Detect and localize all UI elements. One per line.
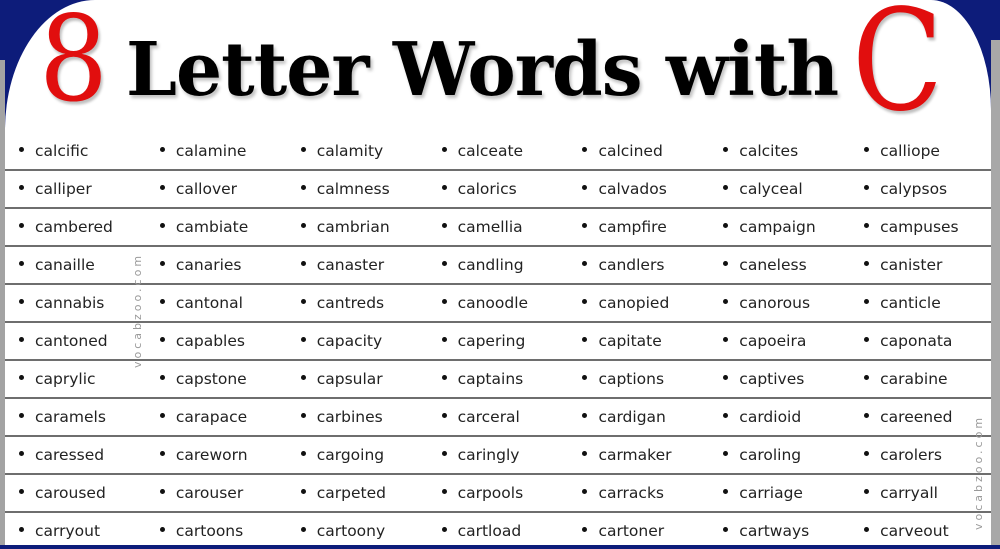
bullet-icon	[723, 413, 728, 418]
word-row	[5, 475, 991, 513]
word-item	[5, 522, 146, 540]
word-item	[568, 142, 709, 160]
word-item	[146, 218, 287, 236]
word-item	[287, 370, 428, 388]
word-text: capstone	[175, 370, 247, 388]
bullet-icon	[301, 489, 306, 494]
word-text: cannabis	[35, 294, 105, 312]
word-item	[850, 294, 991, 312]
title-letter: C	[852, 0, 944, 143]
word-row	[5, 285, 991, 323]
word-item	[709, 180, 850, 198]
bullet-icon	[582, 185, 587, 190]
word-row	[5, 437, 991, 475]
word-text: candling	[457, 256, 524, 274]
word-item	[850, 484, 991, 502]
word-text: cartoner	[598, 522, 665, 540]
word-item	[850, 256, 991, 274]
bullet-icon	[864, 451, 869, 456]
word-text: carracks	[598, 484, 665, 502]
word-item	[568, 256, 709, 274]
word-text: calliper	[35, 180, 92, 198]
bullet-icon	[19, 185, 24, 190]
word-text: calcific	[35, 142, 89, 160]
word-text: canaille	[35, 256, 95, 274]
word-item	[5, 180, 146, 198]
word-item	[428, 218, 569, 236]
word-item	[287, 484, 428, 502]
word-text: calliope	[880, 142, 940, 160]
bullet-icon	[301, 147, 306, 152]
bullet-icon	[864, 299, 869, 304]
word-text: carbines	[316, 408, 383, 426]
bullet-icon	[442, 337, 447, 342]
word-item	[850, 332, 991, 350]
bullet-icon	[723, 261, 728, 266]
bullet-icon	[301, 299, 306, 304]
bullet-icon	[582, 299, 587, 304]
word-item	[709, 370, 850, 388]
word-row	[5, 323, 991, 361]
word-item	[850, 408, 991, 426]
bullet-icon	[582, 223, 587, 228]
word-text: canoodle	[457, 294, 529, 312]
word-text: caponata	[880, 332, 953, 350]
word-item	[568, 408, 709, 426]
word-text: campaign	[739, 218, 816, 236]
word-item	[709, 218, 850, 236]
bullet-icon	[301, 527, 306, 532]
bullet-icon	[723, 527, 728, 532]
word-item	[146, 446, 287, 464]
bullet-icon	[864, 413, 869, 418]
bullet-icon	[301, 223, 306, 228]
word-text: cantreds	[316, 294, 385, 312]
word-text: carceral	[457, 408, 520, 426]
word-text: capering	[457, 332, 526, 350]
word-item	[568, 522, 709, 540]
word-item	[568, 332, 709, 350]
word-item	[146, 332, 287, 350]
bullet-icon	[19, 375, 24, 380]
bullet-icon	[723, 489, 728, 494]
word-text: cambiate	[175, 218, 249, 236]
bullet-icon	[442, 413, 447, 418]
word-item	[709, 294, 850, 312]
word-text: carolers	[880, 446, 942, 464]
word-item	[287, 256, 428, 274]
word-text: caressed	[35, 446, 105, 464]
word-text: cardigan	[598, 408, 666, 426]
bullet-icon	[442, 299, 447, 304]
word-item	[568, 294, 709, 312]
word-item	[850, 180, 991, 198]
bullet-icon	[301, 261, 306, 266]
bullet-icon	[864, 147, 869, 152]
bullet-icon	[19, 451, 24, 456]
word-text: canister	[880, 256, 943, 274]
bullet-icon	[160, 185, 165, 190]
word-item	[428, 522, 569, 540]
word-text: captives	[739, 370, 805, 388]
bullet-icon	[19, 337, 24, 342]
word-text: carpools	[457, 484, 524, 502]
word-text: canopied	[598, 294, 670, 312]
word-item	[287, 294, 428, 312]
word-text: carpeted	[316, 484, 386, 502]
word-item	[146, 484, 287, 502]
bullet-icon	[301, 451, 306, 456]
bullet-icon	[864, 527, 869, 532]
bullet-icon	[160, 451, 165, 456]
bullet-icon	[582, 451, 587, 456]
word-item	[850, 446, 991, 464]
word-item	[287, 446, 428, 464]
page-title	[0, 0, 1000, 143]
word-text: carouser	[175, 484, 244, 502]
word-row	[5, 247, 991, 285]
word-item	[428, 370, 569, 388]
word-item	[428, 180, 569, 198]
word-item	[568, 180, 709, 198]
bullet-icon	[582, 527, 587, 532]
bullet-icon	[160, 223, 165, 228]
word-text: callover	[175, 180, 238, 198]
word-row	[5, 361, 991, 399]
word-text: canaster	[316, 256, 385, 274]
word-item	[709, 522, 850, 540]
word-text: campuses	[880, 218, 959, 236]
word-text: canorous	[739, 294, 811, 312]
word-text: carapace	[175, 408, 248, 426]
bullet-icon	[864, 375, 869, 380]
word-item	[5, 218, 146, 236]
bullet-icon	[582, 489, 587, 494]
word-item	[428, 484, 569, 502]
word-text: carmaker	[598, 446, 672, 464]
bullet-icon	[723, 185, 728, 190]
word-item	[850, 522, 991, 540]
word-text: calamity	[316, 142, 384, 160]
title-text: Letter Words with	[126, 27, 839, 113]
word-item	[709, 142, 850, 160]
bullet-icon	[442, 527, 447, 532]
word-item	[5, 408, 146, 426]
word-text: caramels	[35, 408, 106, 426]
word-item	[428, 446, 569, 464]
word-text: canticle	[880, 294, 941, 312]
watermark-right: vocabzoo.com	[972, 414, 985, 530]
word-item	[287, 408, 428, 426]
bullet-icon	[864, 261, 869, 266]
word-item	[287, 332, 428, 350]
word-text: cartoons	[175, 522, 244, 540]
bullet-icon	[582, 147, 587, 152]
word-text: caringly	[457, 446, 520, 464]
word-item	[709, 484, 850, 502]
bullet-icon	[442, 185, 447, 190]
word-item	[5, 294, 146, 312]
word-row	[5, 171, 991, 209]
word-item	[568, 446, 709, 464]
bullet-icon	[19, 527, 24, 532]
bullet-icon	[864, 223, 869, 228]
word-text: capacity	[316, 332, 383, 350]
word-row	[5, 513, 991, 549]
word-item	[850, 218, 991, 236]
bullet-icon	[19, 223, 24, 228]
bullet-icon	[160, 261, 165, 266]
bullet-icon	[442, 451, 447, 456]
word-text: calceate	[457, 142, 524, 160]
word-text: calmness	[316, 180, 390, 198]
word-text: calamine	[175, 142, 247, 160]
word-item	[709, 446, 850, 464]
word-item	[287, 180, 428, 198]
word-text: captains	[457, 370, 524, 388]
word-text: capables	[175, 332, 245, 350]
word-text: campfire	[598, 218, 667, 236]
word-item	[146, 142, 287, 160]
bullet-icon	[19, 413, 24, 418]
bullet-icon	[442, 223, 447, 228]
bullet-icon	[301, 185, 306, 190]
word-text: calorics	[457, 180, 517, 198]
word-item	[709, 332, 850, 350]
bullet-icon	[442, 261, 447, 266]
word-text: carryout	[35, 522, 101, 540]
bullet-icon	[864, 489, 869, 494]
bullet-icon	[442, 147, 447, 152]
word-text: carabine	[880, 370, 948, 388]
bullet-icon	[19, 299, 24, 304]
word-item	[568, 370, 709, 388]
word-text: calvados	[598, 180, 667, 198]
word-text: calcined	[598, 142, 663, 160]
word-text: calypsos	[880, 180, 948, 198]
bullet-icon	[723, 337, 728, 342]
word-row	[5, 133, 991, 171]
bullet-icon	[160, 489, 165, 494]
word-item	[709, 408, 850, 426]
bullet-icon	[723, 375, 728, 380]
bullet-icon	[723, 299, 728, 304]
word-item	[5, 484, 146, 502]
bullet-icon	[723, 223, 728, 228]
word-text: canaries	[175, 256, 242, 274]
word-item	[709, 256, 850, 274]
bullet-icon	[582, 375, 587, 380]
bullet-icon	[160, 413, 165, 418]
bullet-icon	[19, 489, 24, 494]
word-item	[146, 180, 287, 198]
word-item	[5, 332, 146, 350]
word-text: cartload	[457, 522, 522, 540]
word-text: cambrian	[316, 218, 390, 236]
word-item	[146, 294, 287, 312]
word-item	[287, 522, 428, 540]
bullet-icon	[442, 489, 447, 494]
word-text: cartways	[739, 522, 810, 540]
word-row	[5, 399, 991, 437]
bullet-icon	[301, 375, 306, 380]
word-text: cartoony	[316, 522, 386, 540]
word-text: carryall	[880, 484, 938, 502]
bullet-icon	[301, 413, 306, 418]
bullet-icon	[160, 147, 165, 152]
word-item	[568, 218, 709, 236]
bullet-icon	[19, 261, 24, 266]
word-item	[568, 484, 709, 502]
word-text: caneless	[739, 256, 807, 274]
word-item	[5, 446, 146, 464]
bullet-icon	[723, 147, 728, 152]
word-text: caroused	[35, 484, 106, 502]
word-item	[428, 142, 569, 160]
watermark-left: vocabzoo.com	[131, 252, 144, 368]
word-item	[850, 370, 991, 388]
word-row	[5, 209, 991, 247]
word-text: carriage	[739, 484, 803, 502]
bullet-icon	[864, 337, 869, 342]
word-text: cambered	[35, 218, 113, 236]
bullet-icon	[442, 375, 447, 380]
word-item	[146, 408, 287, 426]
bullet-icon	[301, 337, 306, 342]
word-text: cardioid	[739, 408, 802, 426]
word-text: captions	[598, 370, 665, 388]
word-item	[428, 332, 569, 350]
bullet-icon	[19, 147, 24, 152]
bullet-icon	[723, 451, 728, 456]
word-text: candlers	[598, 256, 665, 274]
word-item	[850, 142, 991, 160]
bullet-icon	[160, 337, 165, 342]
word-text: careworn	[175, 446, 248, 464]
word-text: cantonal	[175, 294, 243, 312]
word-item	[146, 256, 287, 274]
word-text: calyceal	[739, 180, 803, 198]
word-text: caprylic	[35, 370, 96, 388]
word-grid	[5, 133, 991, 549]
word-text: calcites	[739, 142, 799, 160]
word-text: carveout	[880, 522, 949, 540]
word-text: cantoned	[35, 332, 108, 350]
bullet-icon	[582, 337, 587, 342]
word-item	[287, 142, 428, 160]
word-text: capoeira	[739, 332, 807, 350]
word-item	[428, 408, 569, 426]
word-item	[146, 370, 287, 388]
word-item	[146, 522, 287, 540]
word-item	[428, 294, 569, 312]
word-text: caroling	[739, 446, 802, 464]
title-number: 8	[39, 0, 109, 128]
bullet-icon	[582, 261, 587, 266]
word-item	[5, 256, 146, 274]
word-item	[5, 142, 146, 160]
bullet-icon	[160, 299, 165, 304]
word-text: camellia	[457, 218, 523, 236]
word-text: capsular	[316, 370, 383, 388]
word-text: capitate	[598, 332, 662, 350]
bullet-icon	[160, 527, 165, 532]
word-item	[5, 370, 146, 388]
word-text: careened	[880, 408, 953, 426]
word-item	[287, 218, 428, 236]
bullet-icon	[582, 413, 587, 418]
bullet-icon	[160, 375, 165, 380]
bullet-icon	[864, 185, 869, 190]
word-item	[428, 256, 569, 274]
word-text: cargoing	[316, 446, 385, 464]
